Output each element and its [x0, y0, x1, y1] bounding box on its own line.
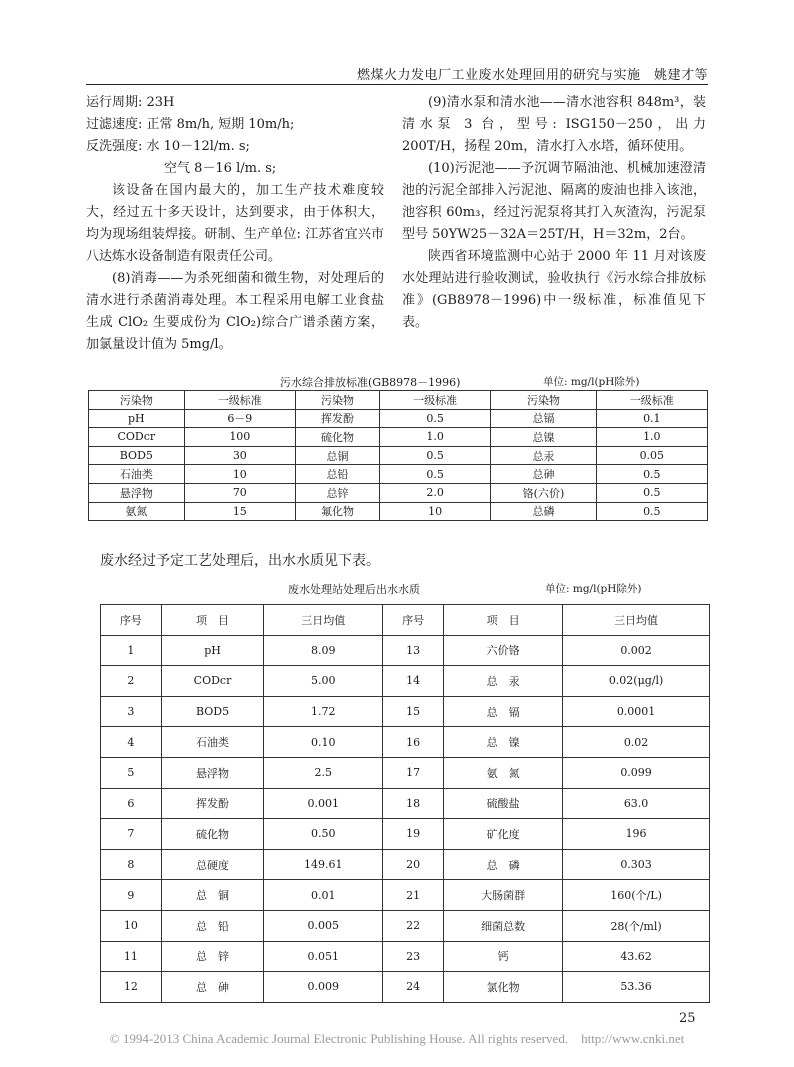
table-cell: 0.001: [264, 788, 383, 819]
table-cell: 矿化度: [444, 819, 563, 850]
table-cell: BOD5: [89, 446, 185, 465]
table-cell: 2.0: [380, 483, 491, 502]
table-cell: 28(个/ml): [563, 910, 710, 941]
table-cell: 149.61: [264, 849, 383, 880]
table-cell: 53.36: [563, 972, 710, 1003]
copyright-footer: © 1994-2013 China Academic Journal Electronic Publishing House. All rights reserved. http://www.cnki.net: [109, 1031, 685, 1046]
table-cell: 63.0: [563, 788, 710, 819]
table-cell: 总锌: [295, 483, 379, 502]
table-cell: 0.005: [264, 910, 383, 941]
table-cell: 0.5: [380, 409, 491, 428]
table-cell: 0.5: [596, 483, 707, 502]
paragraph: (10)污泥池——予沉调节隔油池、机械加速澄清池的污泥全部排入污泥池、隔离的废油也排入该池，池容积 60m₃，经过污泥泵将其打入灰渣沟，污泥泵型号 50YW25－32A＝25T/H，H＝32m，2台。: [402, 161, 706, 242]
table-row: [101, 819, 710, 850]
table-cell: 总 磷: [444, 849, 563, 880]
table-cell: 0.0001: [563, 696, 710, 727]
table-cell: 2: [101, 666, 162, 697]
table2-caption: 废水处理站处理后出水水质: [288, 583, 420, 596]
table-cell: 悬浮物: [89, 483, 185, 502]
effluent-quality-table: [100, 604, 710, 1003]
table-cell: 4: [101, 727, 162, 758]
table-cell: 0.05: [596, 446, 707, 465]
table-cell: 19: [383, 819, 444, 850]
table-cell: 160(个/L): [563, 880, 710, 911]
table-cell: 0.051: [264, 941, 383, 972]
table-cell: 总 汞: [444, 666, 563, 697]
paragraph: 运行周期: 23H: [86, 95, 175, 110]
table-cell: 六价铬: [444, 635, 563, 666]
table-cell: 氯化物: [444, 972, 563, 1003]
column-header: 一级标准: [596, 391, 707, 410]
table-row: [101, 727, 710, 758]
table-cell: 0.099: [563, 757, 710, 788]
table-cell: 16: [383, 727, 444, 758]
table-cell: 17: [383, 757, 444, 788]
table-cell: 15: [184, 502, 295, 521]
table-cell: 5.00: [264, 666, 383, 697]
table-cell: 7: [101, 819, 162, 850]
table-cell: 14: [383, 666, 444, 697]
table-cell: 总 镉: [444, 696, 563, 727]
table-cell: 1: [101, 635, 162, 666]
table-cell: 1.0: [596, 428, 707, 447]
table-cell: 0.10: [264, 727, 383, 758]
table-cell: 0.009: [264, 972, 383, 1003]
table-row: [101, 635, 710, 666]
table-cell: 15: [383, 696, 444, 727]
table-cell: 196: [563, 819, 710, 850]
table-header-row: [89, 391, 708, 410]
table-cell: 氨 氮: [444, 757, 563, 788]
table-cell: 细菌总数: [444, 910, 563, 941]
paragraph: 空气 8－16 l/m. s;: [86, 161, 277, 176]
table-cell: 总硬度: [161, 849, 263, 880]
paragraph: 反洗强度: 水 10－12l/m. s;: [86, 139, 250, 154]
table-cell: 18: [383, 788, 444, 819]
table-cell: 30: [184, 446, 295, 465]
table-cell: 0.50: [264, 819, 383, 850]
paragraph: 该设备在国内最大的，加工生产技术难度较大，经过五十多天设计，达到要求，由于体积大，均为现场组装焊接。研制、生产单位: 江苏省宜兴市八达炼水设备制造有限责任公司。: [86, 183, 384, 264]
table-cell: 8: [101, 849, 162, 880]
running-header: [86, 62, 708, 85]
table-cell: 总 镍: [444, 727, 563, 758]
table-cell: 1.0: [380, 428, 491, 447]
table-row: [101, 972, 710, 1003]
table1-unit: 单位: mg/l(pH除外): [543, 376, 640, 388]
paragraph: (8)消毒——为杀死细菌和微生物，对处理后的清水进行杀菌消毒处理。本工程采用电解工业食盐生成 ClO₂ 生要成份为 ClO₂)综合广谱杀菌方案，加氯量设计值为 5mg/l。: [86, 271, 384, 352]
table-cell: 总铜: [295, 446, 379, 465]
table-row: [101, 788, 710, 819]
table-cell: 总镉: [491, 409, 596, 428]
paragraph: (9)清水泵和清水池——清水池容积 848m³，装清水泵 3 台，型号: ISG150－250，出力 200T/H，扬程 20m，清水打入水塔，循环使用。: [402, 95, 706, 154]
column-header: 项 目: [161, 605, 263, 636]
table-cell: 3: [101, 696, 162, 727]
table-cell: CODcr: [161, 666, 263, 697]
table-row: [89, 483, 708, 502]
table-row: [101, 910, 710, 941]
table-cell: 24: [383, 972, 444, 1003]
table-cell: 5: [101, 757, 162, 788]
table-cell: 0.01: [264, 880, 383, 911]
column-header: 污染物: [491, 391, 596, 410]
table-cell: 硫酸盐: [444, 788, 563, 819]
table-cell: 0.1: [596, 409, 707, 428]
table-cell: 2.5: [264, 757, 383, 788]
standards-table: [88, 390, 708, 521]
column-header: 污染物: [89, 391, 185, 410]
table-cell: 6－9: [184, 409, 295, 428]
table-cell: 0.303: [563, 849, 710, 880]
table-cell: 石油类: [89, 465, 185, 484]
table-cell: 悬浮物: [161, 757, 263, 788]
table-cell: 43.62: [563, 941, 710, 972]
table-header-row: [101, 605, 710, 636]
table-row: [101, 696, 710, 727]
right-column: [402, 92, 706, 334]
table-cell: 13: [383, 635, 444, 666]
table-cell: 100: [184, 428, 295, 447]
table-cell: 0.5: [380, 465, 491, 484]
table-cell: 总砷: [491, 465, 596, 484]
left-column: [86, 92, 384, 356]
table-cell: 1.72: [264, 696, 383, 727]
table-cell: 0.002: [563, 635, 710, 666]
table-cell: 12: [101, 972, 162, 1003]
table-row: [89, 409, 708, 428]
column-header: 一级标准: [380, 391, 491, 410]
running-title: 燃煤火力发电厂工业废水处理回用的研究与实施 姚建才等: [356, 68, 708, 83]
table-cell: 钙: [444, 941, 563, 972]
table-cell: 23: [383, 941, 444, 972]
table-cell: 挥发酚: [161, 788, 263, 819]
table-cell: 氟化物: [295, 502, 379, 521]
table-row: [101, 757, 710, 788]
table-row: [89, 502, 708, 521]
table-cell: 70: [184, 483, 295, 502]
column-header: 三日均值: [264, 605, 383, 636]
table-cell: 10: [101, 910, 162, 941]
table-cell: 总镍: [491, 428, 596, 447]
column-header: 三日均值: [563, 605, 710, 636]
table-cell: 9: [101, 880, 162, 911]
table-row: [101, 849, 710, 880]
table-cell: 0.02: [563, 727, 710, 758]
table-row: [89, 465, 708, 484]
page-number: 25: [679, 1011, 696, 1026]
table-cell: 总 锌: [161, 941, 263, 972]
table1-caption: 污水综合排放标准(GB8978－1996): [280, 376, 461, 389]
table-cell: 铬(六价): [491, 483, 596, 502]
table-cell: 石油类: [161, 727, 263, 758]
table-cell: 氨氮: [89, 502, 185, 521]
table-cell: 总 铅: [161, 910, 263, 941]
table-cell: pH: [89, 409, 185, 428]
table-cell: 0.5: [596, 502, 707, 521]
table-cell: 21: [383, 880, 444, 911]
column-header: 序号: [383, 605, 444, 636]
table-cell: 22: [383, 910, 444, 941]
column-header: 序号: [101, 605, 162, 636]
table2-unit: 单位: mg/l(pH除外): [545, 583, 642, 595]
paragraph: 陕西省环境监测中心站于 2000 年 11 月对该废水处理站进行验收测试，验收执行《污水综合排放标准》(GB8978－1996)中一级标准，标准值见下表。: [402, 249, 706, 330]
table-cell: 总铅: [295, 465, 379, 484]
table-cell: 大肠菌群: [444, 880, 563, 911]
table-cell: pH: [161, 635, 263, 666]
table-cell: 总 砷: [161, 972, 263, 1003]
table-row: [89, 428, 708, 447]
table-cell: 硫化物: [161, 819, 263, 850]
column-header: 项 目: [444, 605, 563, 636]
table-cell: 0.5: [380, 446, 491, 465]
table-row: [101, 941, 710, 972]
table-cell: 总汞: [491, 446, 596, 465]
table-row: [101, 880, 710, 911]
table-row: [89, 446, 708, 465]
table-row: [101, 666, 710, 697]
table-cell: 硫化物: [295, 428, 379, 447]
table-cell: 总磷: [491, 502, 596, 521]
body-text: 废水经过予定工艺处理后，出水水质见下表。: [100, 553, 380, 569]
table-cell: 0.02(μg/l): [563, 666, 710, 697]
table-cell: 6: [101, 788, 162, 819]
column-header: 一级标准: [184, 391, 295, 410]
table-cell: CODcr: [89, 428, 185, 447]
table-cell: 20: [383, 849, 444, 880]
table-cell: 10: [380, 502, 491, 521]
table-cell: 10: [184, 465, 295, 484]
table-cell: 0.5: [596, 465, 707, 484]
column-header: 污染物: [295, 391, 379, 410]
table-cell: 挥发酚: [295, 409, 379, 428]
table-cell: 8.09: [264, 635, 383, 666]
table-cell: 总 铜: [161, 880, 263, 911]
paragraph: 过滤速度: 正常 8m/h, 短期 10m/h;: [86, 117, 295, 132]
table-cell: 11: [101, 941, 162, 972]
table-cell: BOD5: [161, 696, 263, 727]
